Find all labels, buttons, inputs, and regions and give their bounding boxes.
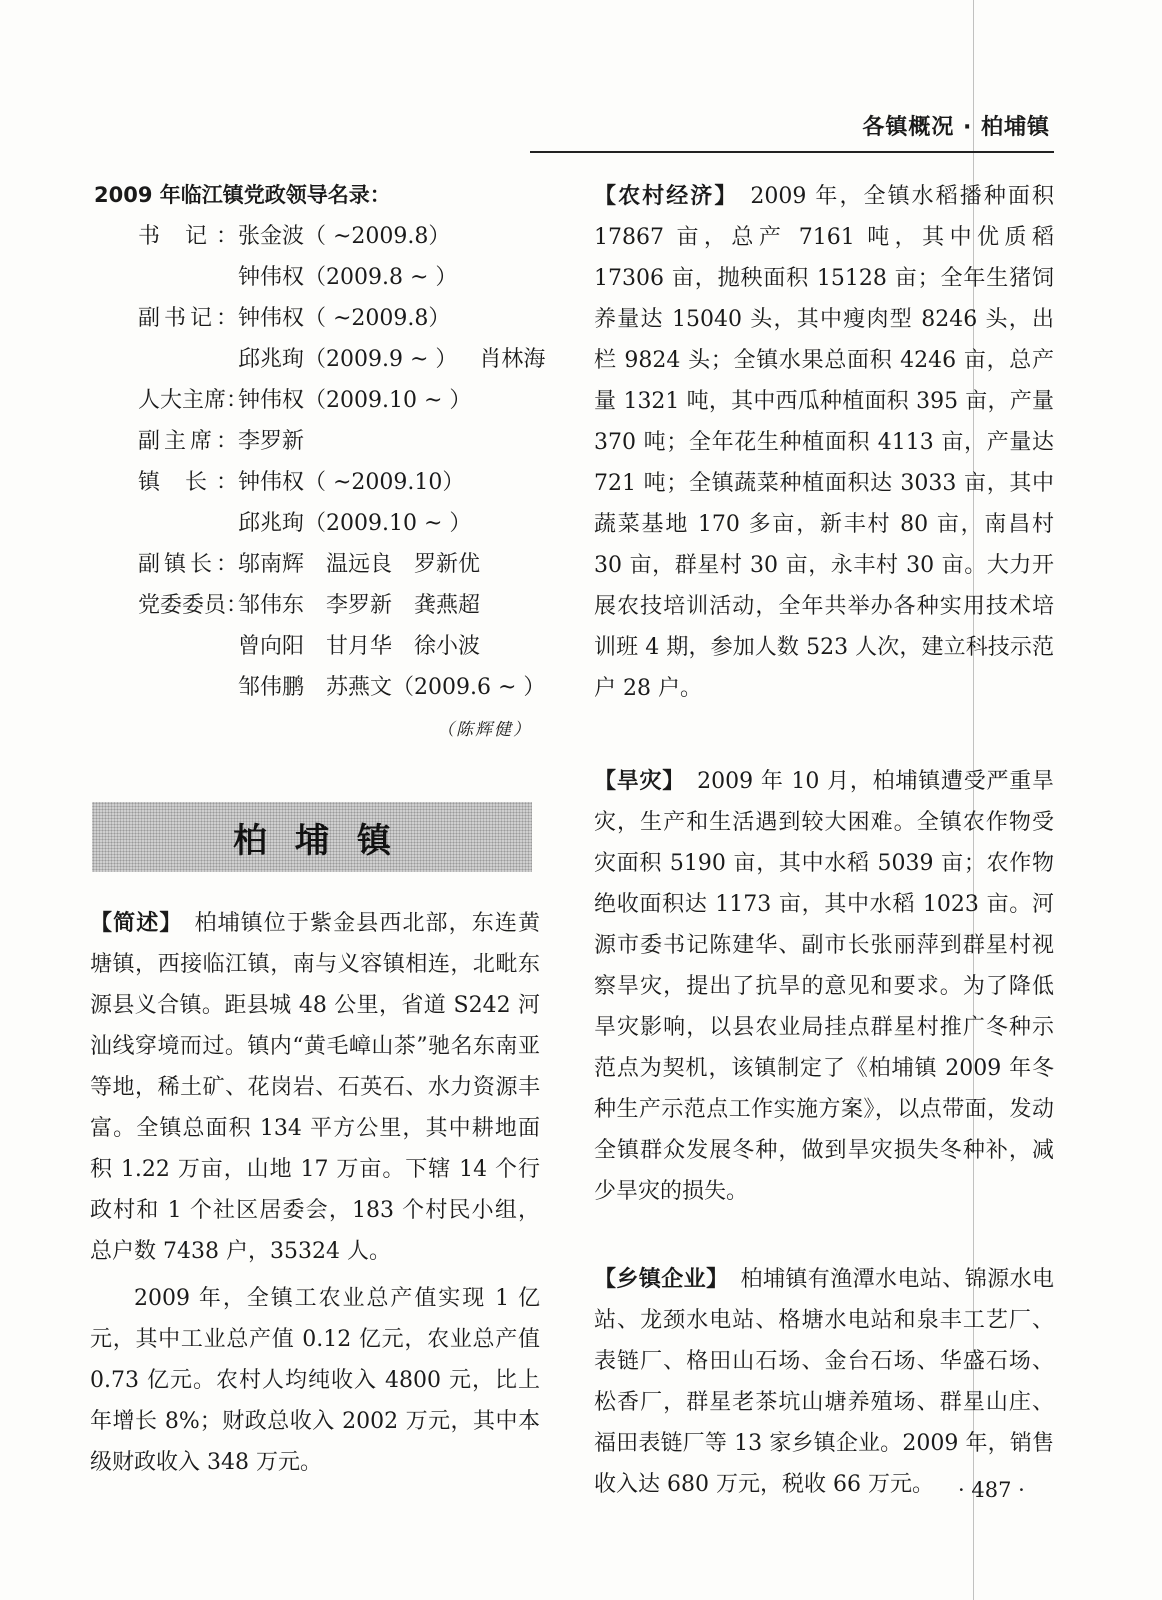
roster-row [90, 380, 540, 421]
roster-name: 李罗新 [238, 429, 305, 454]
roster-names [238, 298, 472, 339]
roster-names [238, 339, 567, 380]
roster-name: 肖林海 [479, 347, 546, 372]
roster-row [90, 421, 540, 462]
roster-name: 邱兆珣（2009.9 ~ ） [238, 347, 458, 372]
roster-role: 副镇长： [138, 552, 238, 577]
roster-row [90, 216, 540, 257]
roster-role: 党委委员： [138, 593, 249, 618]
roster-name: 邱兆珣（2009.10 ~ ） [238, 511, 472, 536]
page-number: · 487 · [958, 1478, 1025, 1502]
nongcun-text: 2009 年，全镇水稻播种面积 17867 亩，总产 7161 吨，其中优质稻 17306 亩，抛秧面积 15128 亩；全年生猪饲养量达 15040 头，其中瘦肉型 8246 头，出栏 9824 头；全镇水果总面积 4246 亩，总产量 1321 吨，其中西瓜种植面积 395 亩，产量 370 吨；全年花生种植面积 4113 亩，产量达 721 吨；全镇蔬菜种植面积达 3033 亩，其中蔬菜基地 170 多亩，新丰村 80 亩，南昌村 30 亩，群星村 30 亩，永丰村 30 亩。大力开展农技培训活动，全年共举办各种实用技术培训班 4 期，参加人数 523 人次，建立科技示范户 28 户。 [594, 184, 1054, 701]
roster-row [90, 339, 546, 380]
qiye-text: 柏埔镇有渔潭水电站、锦源水电站、龙颈水电站、格塘水电站和泉丰工艺厂、表链厂、格田山石场、金台石场、华盛石场、松香厂，群星老茶坑山塘养殖场、群星山庄、福田表链厂等 13 家乡镇企业。2009 年，销售收入达 680 万元，税收 66 万元。 [594, 1267, 1054, 1497]
roster-name: 邬南辉 [238, 552, 305, 577]
roster-role [138, 339, 238, 380]
jianshu-text-1: 柏埔镇位于紫金县西北部，东连黄塘镇，西接临江镇，南与义容镇相连，北毗东源县义合镇。距县城 48 公里，省道 S242 河汕线穿境而过。镇内“黄毛嶂山茶”驰名东南亚等地，稀土矿、花岗岩、石英石、水力资源丰富。全镇总面积 134 平方公里，其中耕地面积 1.22 万亩，山地 17 万亩。下辖 14 个行政村和 1 个社区居委会，183 个村民小组，总户数 7438 户，35324 人。 [90, 911, 540, 1264]
jianshu-paragraph-2 [90, 1278, 540, 1483]
nongcun-paragraph [594, 176, 1054, 709]
roster-credit: （陈辉健） [437, 720, 532, 740]
roster-name: 钟伟权（ ~2009.10） [238, 470, 465, 495]
roster-row [90, 503, 540, 544]
roster-row [90, 544, 540, 585]
roster-title: 2009 年临江镇党政领导名录： [94, 183, 391, 207]
header-rule [530, 151, 1054, 153]
qiye-tag: 【乡镇企业】 [594, 1267, 729, 1292]
section-banner [92, 802, 532, 872]
roster-names [238, 667, 567, 708]
roster-role: 人大主席： [138, 388, 249, 413]
section-gap [594, 709, 1054, 750]
roster-names [238, 503, 493, 544]
hanzai-paragraph [594, 761, 1054, 1212]
roster-name: 甘月华 [326, 634, 393, 659]
roster-name: 钟伟权（2009.10 ~ ） [238, 388, 472, 413]
roster-row [90, 626, 540, 667]
roster-names [238, 257, 479, 298]
jianshu-section [90, 903, 540, 1483]
roster-role: 镇 长： [138, 470, 238, 495]
roster-role [138, 503, 238, 544]
roster-names [238, 216, 472, 257]
roster-name: 邹伟鹏 [238, 675, 305, 700]
roster-name: 钟伟权（ ~2009.8） [238, 306, 451, 331]
jianshu-text-2: 2009 年，全镇工农业总产值实现 1 亿元，其中工业总产值 0.12 亿元，农业总产值 0.73 亿元。农村人均纯收入 4800 元，比上年增长 8%；财政总收入 2002 万元，其中本级财政收入 348 万元。 [90, 1286, 540, 1475]
roster-row [90, 585, 540, 626]
hanzai-text: 2009 年 10 月，柏埔镇遭受严重旱灾，生产和生活遇到较大困难。全镇农作物受灾面积 5190 亩，其中水稻 5039 亩；农作物绝收面积达 1173 亩，其中水稻 1023 亩。河源市委书记陈建华、副市长张丽萍到群星村视察旱灾，提出了抗旱的意见和要求。为了降低旱灾影响，以县农业局挂点群星村推广冬种示范点为契机，该镇制定了《柏埔镇 2009 年冬种生产示范点工作实施方案》，以点带面，发动全镇群众发展冬种，做到旱灾损失冬种补，减少旱灾的损失。 [594, 769, 1054, 1204]
roster-names [238, 544, 502, 585]
jianshu-paragraph-1 [90, 903, 540, 1272]
roster-name: 罗新优 [414, 552, 481, 577]
roster-role: 副主席： [138, 429, 238, 454]
roster-row [90, 257, 540, 298]
section-gap [594, 1212, 1054, 1253]
roster-row [90, 667, 546, 708]
roster-names [238, 380, 493, 421]
roster-role: 书 记： [138, 224, 238, 249]
roster-name: 徐小波 [414, 634, 481, 659]
roster-rows [90, 216, 546, 708]
roster-names [238, 421, 326, 462]
running-header: 各镇概况 · 柏埔镇 [862, 115, 1050, 140]
nongcun-tag: 【农村经济】 [594, 184, 739, 209]
roster-name: 钟伟权（2009.8 ~ ） [238, 265, 458, 290]
roster-name: 曾向阳 [238, 634, 305, 659]
roster-name: 龚燕超 [414, 593, 481, 618]
right-column [594, 176, 1054, 1505]
roster-role: 副书记： [138, 306, 238, 331]
roster-name: 李罗新 [326, 593, 393, 618]
qiye-paragraph [594, 1259, 1054, 1505]
roster-name: 苏燕文（2009.6 ~ ） [326, 675, 546, 700]
roster-name: 温远良 [326, 552, 393, 577]
leadership-roster [90, 175, 546, 751]
roster-names [238, 626, 502, 667]
roster-names [238, 585, 502, 626]
roster-role [138, 257, 238, 298]
roster-role [138, 667, 238, 708]
roster-role [138, 626, 238, 667]
roster-names [238, 462, 486, 503]
hanzai-tag: 【旱灾】 [594, 769, 686, 794]
roster-row [90, 462, 540, 503]
banner-title: 柏埔镇 [233, 820, 419, 861]
roster-row [90, 298, 540, 339]
roster-name: 张金波（ ~2009.8） [238, 224, 451, 249]
roster-name: 邹伟东 [238, 593, 305, 618]
jianshu-tag: 【简述】 [90, 911, 183, 936]
